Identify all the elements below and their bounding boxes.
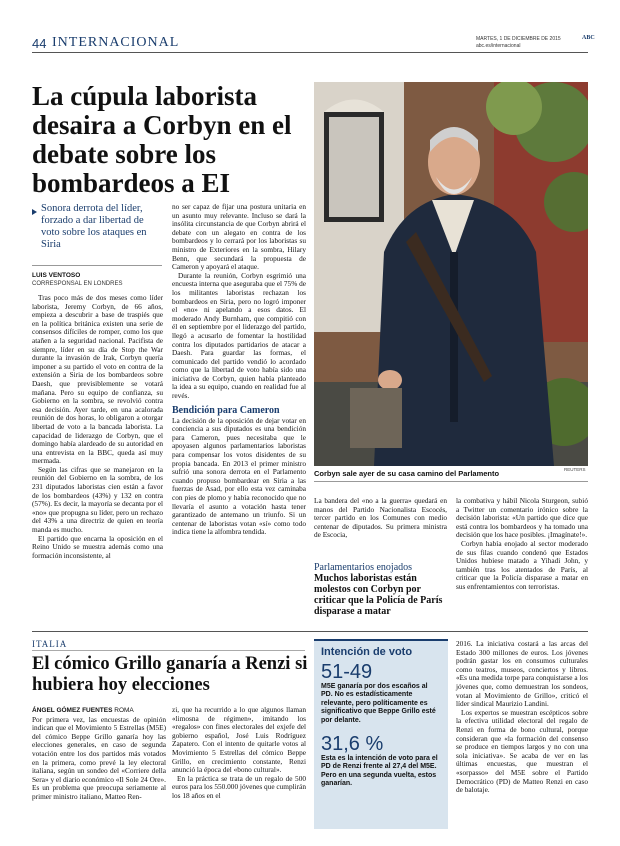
paragraph: Por primera vez, las encuestas de opinión indican que el Movimiento 5 Estrellas (M5E) del cómico Beppe Grillo ganaría hoy las elecciones generales, en caso de segunda votación entre los dos partidos más votados en la primera, como prevé la ley electoral italiana, según un sondeo del «Corriere della Sera» y el diario económico «Il Sole 24 Ore». Es un problema que preocupa seriamente al primer ministro italiano, Matteo Ren- xyxy=(32,714,166,801)
paragraph: 2016. La iniciativa costará a las arcas del Estado 300 millones de euros. Los jóvenes podrán gastar los en consumos culturales como teatros, museos, conciertos y libros. «Es una medida torpe para conquistarse a los jóvenes que, como demuestran los sondeos, votan al Movimiento de Grillo», criticó el líder sindical Maurizio Landini. xyxy=(456,639,588,709)
byline-role: CORRESPONSAL EN LONDRES xyxy=(32,281,123,287)
article-column-4 xyxy=(456,497,588,592)
highlight-label: Parlamentarios enojados xyxy=(314,562,413,573)
paragraph: Durante la reunión, Corbyn esgrimió una encuesta interna que aseguraba que el 75% de los militantes laboristas rechazan los bombardeos en Siria, pero no logró imponer el «no» ni apelando a esos datos. El moderado Andy Burnham, que compitió con él en septiembre por el liderazgo del partido, llegó a acusarlo de fomentar la hostilidad contra los diputados partidarios de atacar a Daesh. Para guardar las formas, el comunicado del partido vendió lo acordado como que la libertad de voto había sido una iniciativa de Corbyn, quien había planteado la idea a su equipo, cuando en realidad fue al revés. xyxy=(172,270,306,401)
page-number: 44 xyxy=(32,36,47,51)
photo-credit: REUTERS xyxy=(564,467,586,472)
issue-date: MARTES, 1 DE DICIEMBRE DE 2015 xyxy=(476,36,561,42)
vote-intention-box xyxy=(314,639,448,829)
section-divider xyxy=(32,650,305,651)
article-column-3 xyxy=(314,497,447,540)
paragraph: Tras poco más de dos meses como líder laborista, Jeremy Corbyn, de 66 años, empieza a descubrir a base de traspiés que en la política británica existen una serie de consensos difíciles de romper, como los que atañen a la seguridad nacional. Pacifista de siempre, líder en su día de Stop the War durante la invasión de Irak, Corbyn quería imponer a su partido el voto en contra de la extensión a Siria de los bombardeos sobre Daesh, que previsiblemente se votará mañana. Pero su equipo de confianza, su Gobierno en la sombra, se revolvió contra esa decisión. Ayer tarde, en una acalorada reunión de dos horas, lo obligaron a otorgar libertad de voto a la bancada laborista. La capacidad de liderazgo de Corbyn, que el domingo había alardeado de su autoridad en una entrevista en la BBC, queda así muy mermada. xyxy=(32,293,163,466)
second-article-column-3 xyxy=(456,640,588,795)
second-article-column-1 xyxy=(32,706,166,802)
subheadline-text: Sonora derrota del líder, forzado a dar libertad de voto sobre los ataques en Siria xyxy=(41,203,147,250)
vote-stat-value: 31,6 % xyxy=(321,733,384,756)
article-photo xyxy=(314,82,588,466)
header-divider xyxy=(32,52,588,53)
paragraph: la combativa y hábil Nicola Sturgeon, subió a Twitter un comentario irónico sobre la decisión laborista: «Un partido que dice que está contra los bombardeos y ha tomado una decisión que los hace posibles. ¡Imagínate!». xyxy=(456,496,588,540)
paragraph: Según las cifras que se manejaron en la reunión del Gobierno en la sombra, de los 231 diputados laboristas cien están a favor de los bombardeos (43%) y 132 en contra (57%). Es decir, la mayoría se decanta por el «no» que propugna su líder, pero un rechazo del 43% a una directriz de quien en teoría manda es mucho. xyxy=(32,464,163,535)
paragraph: Los expertos se muestran escépticos sobre la efectiva utilidad electoral del regalo de Renzi en forma de bono cultural, porque consideran que «la formación del consenso se produce en tiempos largos y no con una sola iniciativa». Se acaba de ver en las últimas encuestas, que muestran el «sorpasso» del M5E sobre el Partido Democrático (PD) de Matteo Renzi en caso de balotaje. xyxy=(456,707,588,795)
brand-logo: ABC xyxy=(582,35,595,41)
paragraph: La bandera del «no a la guerra» quedará en manos del Partido Nacionalista Escocés, tercer partido en los Comunes con medio centenar de diputados. Su primera ministra de Escocia, xyxy=(314,496,447,540)
paragraph: El partido que encarna la oposición en el Reino Unido se muestra además como una formación inconsistente, al xyxy=(32,533,163,560)
paragraph: no ser capaz de fijar una postura unitaria en un asunto muy relevante. Incluso se dará la insólita circunstancia de que Corbyn abrirá el debate con un alegato en contra de los bombardeos y lo cerrará por los laboristas su ministro de Exteriores en la sombra, Hilary Benn, que secundará la propuesta de Cameron y apoyará el ataque. xyxy=(172,202,306,272)
vote-box-title: Intención de voto xyxy=(321,646,413,658)
paragraph: Corbyn había enojado al sector moderado de sus filas cuando condenó que Estados Unidos hubiese matado a Yihadi John, y también tras los atentados de París, al criticar que la Policía disparase a matar en sus enfrentamientos con terroristas. xyxy=(456,538,588,591)
vote-stat-text: Esta es la intención de voto para el PD de Renzi frente al 27,4 del M5E. Pero en una segunda vuelta, estos ganarían. xyxy=(321,755,438,788)
section-title: INTERNACIONAL xyxy=(52,35,180,50)
section-url: abc.es/internacional xyxy=(476,43,521,49)
second-article-column-2 xyxy=(172,706,306,801)
highlight-quote: Muchos laboristas están molestos con Corbyn por criticar que la Policía de París disparase a matar xyxy=(314,573,443,617)
vote-stat-text: M5E ganaría por dos escaños al PD. No es estadísticamente relevante, pero políticamente es significativo que Beppe Grillo esté por delante. xyxy=(321,683,436,724)
section-subheading: Bendición para Cameron xyxy=(172,404,280,416)
byline-author: ÁNGEL GÓMEZ FUENTES xyxy=(32,707,113,714)
bullet-triangle-icon xyxy=(32,209,37,215)
main-headline: La cúpula laborista desaira a Corbyn en el debate sobre los bombardeos a EI xyxy=(32,81,292,198)
article-divider xyxy=(32,631,588,632)
paragraph: zi, que ha recurrido a lo que algunos llaman «limosna de régimen», imitando los «regalos» con fines electorales del exjefe del gobierno español, José Luis Rodríguez Zapatero. Con el intento de quitarle votos al Movimiento 5 Estrellas del cómico Beppe Grillo, en crecimiento constante, Renzi anunció la época del «bono cultural». xyxy=(172,705,306,775)
photo-illustration xyxy=(314,82,588,466)
subheadline xyxy=(32,203,162,251)
byline-location: ROMA xyxy=(114,707,134,714)
article-column-1 xyxy=(32,294,163,560)
photo-caption: Corbyn sale ayer de su casa camino del Parlamento xyxy=(314,469,500,478)
vote-stat-value: 51-49 xyxy=(321,661,373,683)
byline-author: LUIS VENTOSO xyxy=(32,272,81,279)
caption-divider xyxy=(314,481,588,482)
subhead-divider xyxy=(32,265,162,266)
paragraph: En la práctica se trata de un regalo de 500 euros para los 550.000 jóvenes que cumplirán los 18 años en el xyxy=(172,773,306,800)
article-column-2 xyxy=(172,203,306,537)
paragraph: La decisión de la oposición de dejar votar en conciencia a sus diputados es una bendición para Cameron, pues necesitaba que le apoyasen algunos parlamentarios laboristas para compensar los votos disidentes de su propia bancada. En 2013 el primer ministro sufrió una sonora derrota en el Parlamento cuando propuso bombardear en Siria a las fuerzas de Asad, por ello esta vez caminaba con pies de plomo y había reconocido que no llevaría el asunto a votación hasta tener garantizado de antemano un triunfo. Si un centenar de laboristas votan «sí» como todo indica tiene la alfombra tendida. xyxy=(172,415,306,537)
second-section-label: ITALIA xyxy=(32,639,68,649)
second-headline: El cómico Grillo ganaría a Renzi si hubiera hoy elecciones xyxy=(32,654,308,695)
